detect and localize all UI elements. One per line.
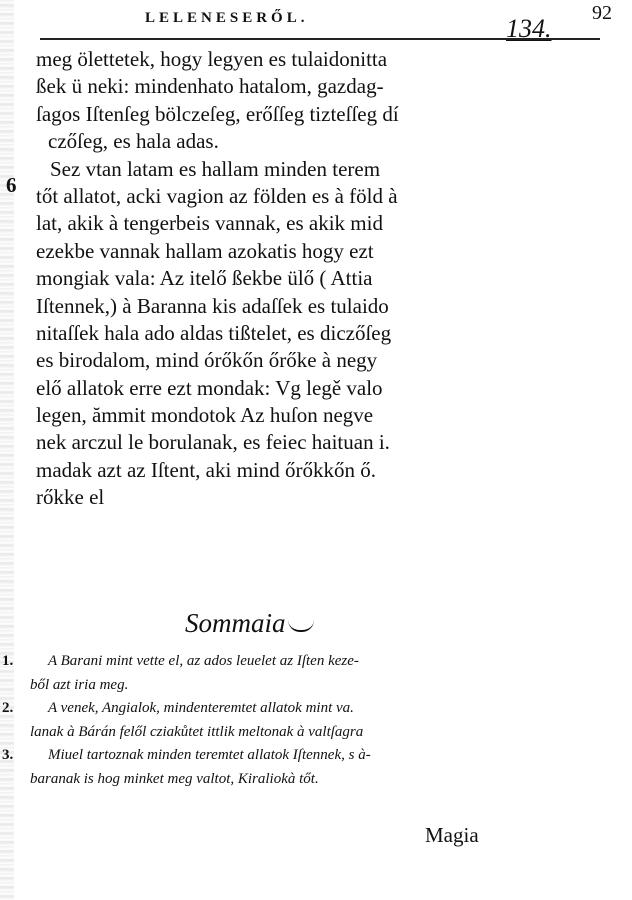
page-number: 134. xyxy=(506,14,552,43)
body-text xyxy=(36,46,516,512)
summary-item-line: A venek, Angialok, mindenteremtet allatok mint va. xyxy=(48,700,354,716)
running-head: LELENESERŐL. xyxy=(145,10,309,26)
summary-item xyxy=(0,650,540,697)
body-line: meg ölettetek, hogy legyen es tulaidonitta xyxy=(36,47,388,71)
summary-heading: Sommaia xyxy=(185,608,314,639)
summary-item-line: baranak is hog minket meg valtot, Kiraliokà tőt. xyxy=(30,770,319,787)
summary-item xyxy=(0,697,540,744)
body-line: elő allatok erre ezt mondak: Vg legě valo xyxy=(36,375,383,400)
body-line: mongiak vala: Az itelő ßekbe ülő ( Attia xyxy=(36,266,373,291)
summary-item xyxy=(0,744,540,791)
body-line: ezekbe vannak hallam azokatis hogy ezt xyxy=(36,238,374,263)
body-line: lat, akik à tengerbeis vannak, es akik mid xyxy=(36,211,383,236)
summary-list xyxy=(0,650,540,791)
summary-item-line: ből azt iria meg. xyxy=(30,676,129,693)
summary-item-number: 3. xyxy=(2,747,14,763)
body-line: es birodalom, mind órőkőn őrőke à negy xyxy=(36,348,378,373)
summary-item-line: lanak à Bárán felől cziakůtet ittlik meltonak à valtſagra xyxy=(30,723,364,740)
folio-mark: 92 xyxy=(592,2,612,24)
verse-number: 6 xyxy=(6,173,17,197)
body-line: legen, ămmit mondotok Az huſon negve xyxy=(36,403,374,428)
summary-item-number: 1. xyxy=(2,653,14,669)
catchword: Magia xyxy=(425,823,479,847)
body-line: madak azt az Iſtent, aki mind őrőkkőn ő. xyxy=(36,457,376,482)
body-line: rőkke el xyxy=(36,485,105,510)
body-line: Iſtennek,) à Baranna kis adaſſek es tulaido xyxy=(36,293,389,318)
body-line: czőſeg, es hala adas. xyxy=(48,129,219,154)
body-line: nitaſſek hala ado aldas tißtelet, es diczőſeg xyxy=(36,320,392,345)
summary-item-number: 2. xyxy=(2,700,14,716)
summary-item-line: Miuel tartoznak minden teremtet allatok Iſtennek, s à- xyxy=(48,747,371,763)
summary-item-line: A Barani mint vette el, az ados leuelet az Iſten keze- xyxy=(48,653,359,669)
body-line: nek arczul le borulanak, es feiec haituan i. xyxy=(36,430,390,455)
body-line: ßek ü neki: mindenhato hatalom, gazdag- xyxy=(36,74,384,99)
body-line: tőt allatot, acki vagion az földen es à föld à xyxy=(36,183,398,208)
body-line: Sez vtan latam es hallam minden terem xyxy=(50,156,381,181)
header-rule xyxy=(40,38,600,40)
body-line: ſagos Iſtenſeg bölczeſeg, erőſſeg tizteſſeg dí xyxy=(36,101,399,126)
